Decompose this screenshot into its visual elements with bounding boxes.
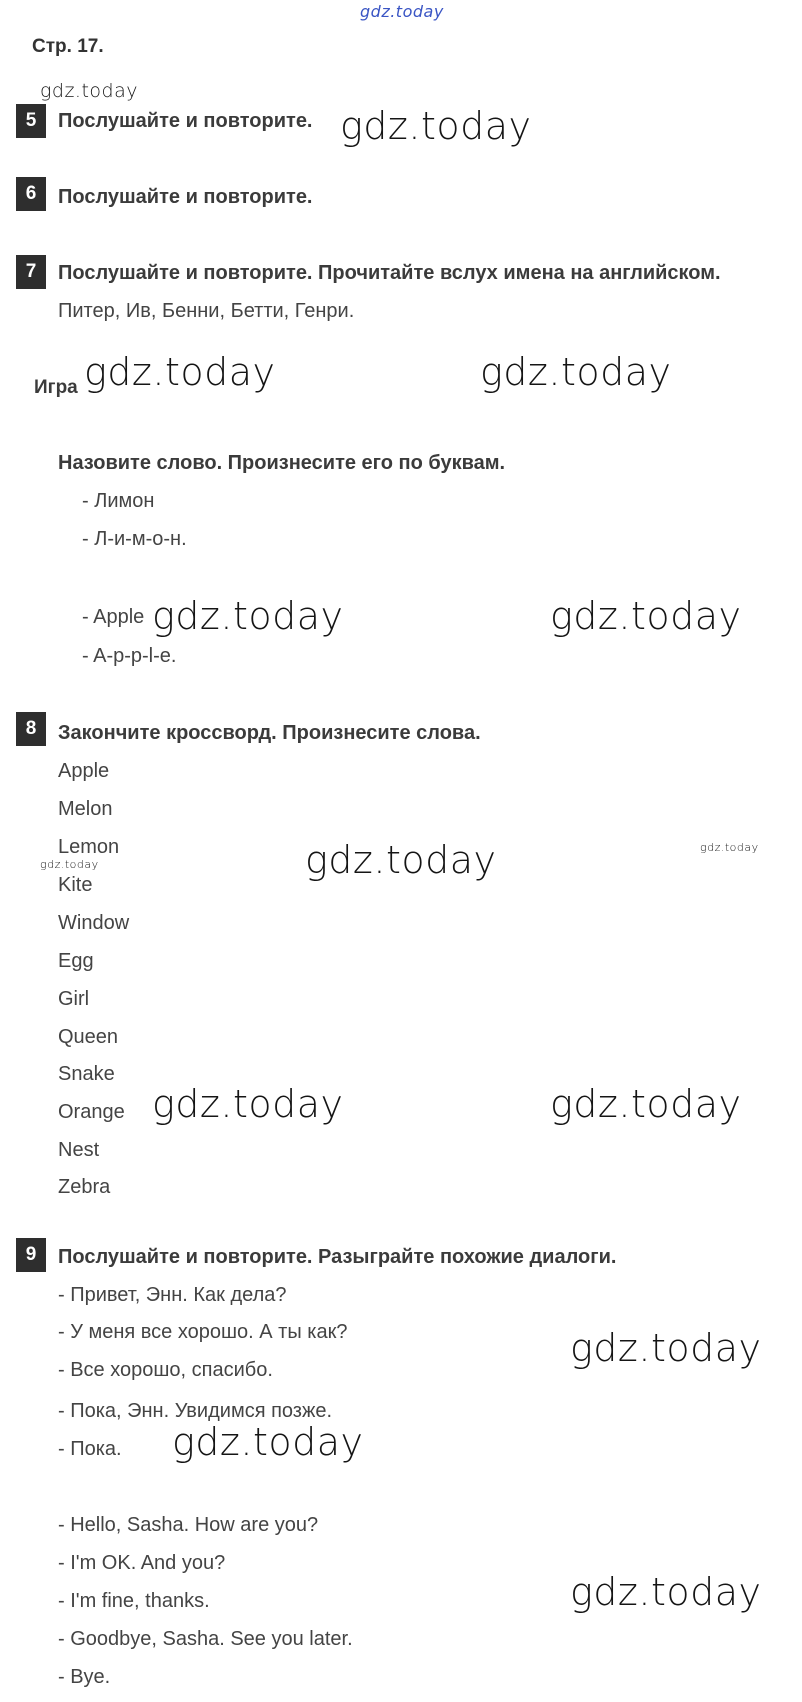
task-number-7: 7 <box>16 255 46 289</box>
crossword-word: Nest <box>58 1139 100 1161</box>
crossword-word: Egg <box>58 950 94 972</box>
game-line: - Лимон <box>82 490 155 512</box>
watermark: gdz.today <box>570 1326 762 1370</box>
watermark: gdz.today <box>340 104 532 148</box>
task-7-instruction: Послушайте и повторите. Прочитайте вслух имена на английском. <box>58 262 721 284</box>
watermark: gdz.today <box>305 838 497 882</box>
dialog-ru-line: - Пока, Энн. Увидимся позже. <box>58 1400 333 1422</box>
crossword-word: Orange <box>58 1101 125 1123</box>
crossword-word: Snake <box>58 1063 115 1085</box>
game-instruction: Назовите слово. Произнесите его по буквам. <box>58 452 506 474</box>
watermark-top: gdz.today <box>360 2 444 21</box>
crossword-word: Kite <box>58 874 93 896</box>
watermark: gdz.today <box>152 594 344 638</box>
crossword-word: Queen <box>58 1026 119 1048</box>
game-title: Игра <box>34 377 78 398</box>
watermark: gdz.today <box>152 1082 344 1126</box>
crossword-word: Lemon <box>58 836 120 858</box>
crossword-word: Window <box>58 912 130 934</box>
task-5-instruction: Послушайте и повторите. <box>58 110 313 132</box>
watermark: gdz.today <box>480 350 672 394</box>
watermark-tiny: gdz.today <box>40 858 99 871</box>
dialog-ru-line: - Привет, Энн. Как дела? <box>58 1284 287 1306</box>
dialog-en-line: - Bye. <box>58 1666 111 1688</box>
task-number-6: 6 <box>16 177 46 211</box>
task-7-names: Питер, Ив, Бенни, Бетти, Генри. <box>58 300 355 322</box>
game-line: - Apple <box>82 606 145 628</box>
dialog-en-line: - Goodbye, Sasha. See you later. <box>58 1628 353 1650</box>
watermark: gdz.today <box>550 1082 742 1126</box>
dialog-en-line: - Hello, Sasha. How are you? <box>58 1514 319 1536</box>
dialog-ru-line: - У меня все хорошо. А ты как? <box>58 1321 348 1343</box>
task-number-5: 5 <box>16 104 46 138</box>
game-line: - Л-и-м-о-н. <box>82 528 187 550</box>
task-number-9: 9 <box>16 1238 46 1272</box>
task-6-instruction: Послушайте и повторите. <box>58 186 313 208</box>
crossword-word: Apple <box>58 760 110 782</box>
task-9-instruction: Послушайте и повторите. Разыграйте похожие диалоги. <box>58 1246 617 1268</box>
watermark: gdz.today <box>550 594 742 638</box>
dialog-en-line: - I'm OK. And you? <box>58 1552 226 1574</box>
page-label: Стр. 17. <box>32 36 104 57</box>
watermark-tiny: gdz.today <box>700 841 759 854</box>
crossword-word: Melon <box>58 798 113 820</box>
watermark: gdz.today <box>84 350 276 394</box>
watermark: gdz.today <box>172 1420 364 1464</box>
crossword-word: Girl <box>58 988 90 1010</box>
watermark-small-header: gdz.today <box>40 80 138 102</box>
task-8-instruction: Закончите кроссворд. Произнесите слова. <box>58 722 481 744</box>
dialog-en-line: - I'm fine, thanks. <box>58 1590 210 1612</box>
task-number-8: 8 <box>16 712 46 746</box>
game-line: - A-p-p-l-e. <box>82 645 177 667</box>
crossword-word: Zebra <box>58 1176 111 1198</box>
dialog-ru-line: - Пока. <box>58 1438 122 1460</box>
watermark: gdz.today <box>570 1570 762 1614</box>
dialog-ru-line: - Все хорошо, спасибо. <box>58 1359 273 1381</box>
